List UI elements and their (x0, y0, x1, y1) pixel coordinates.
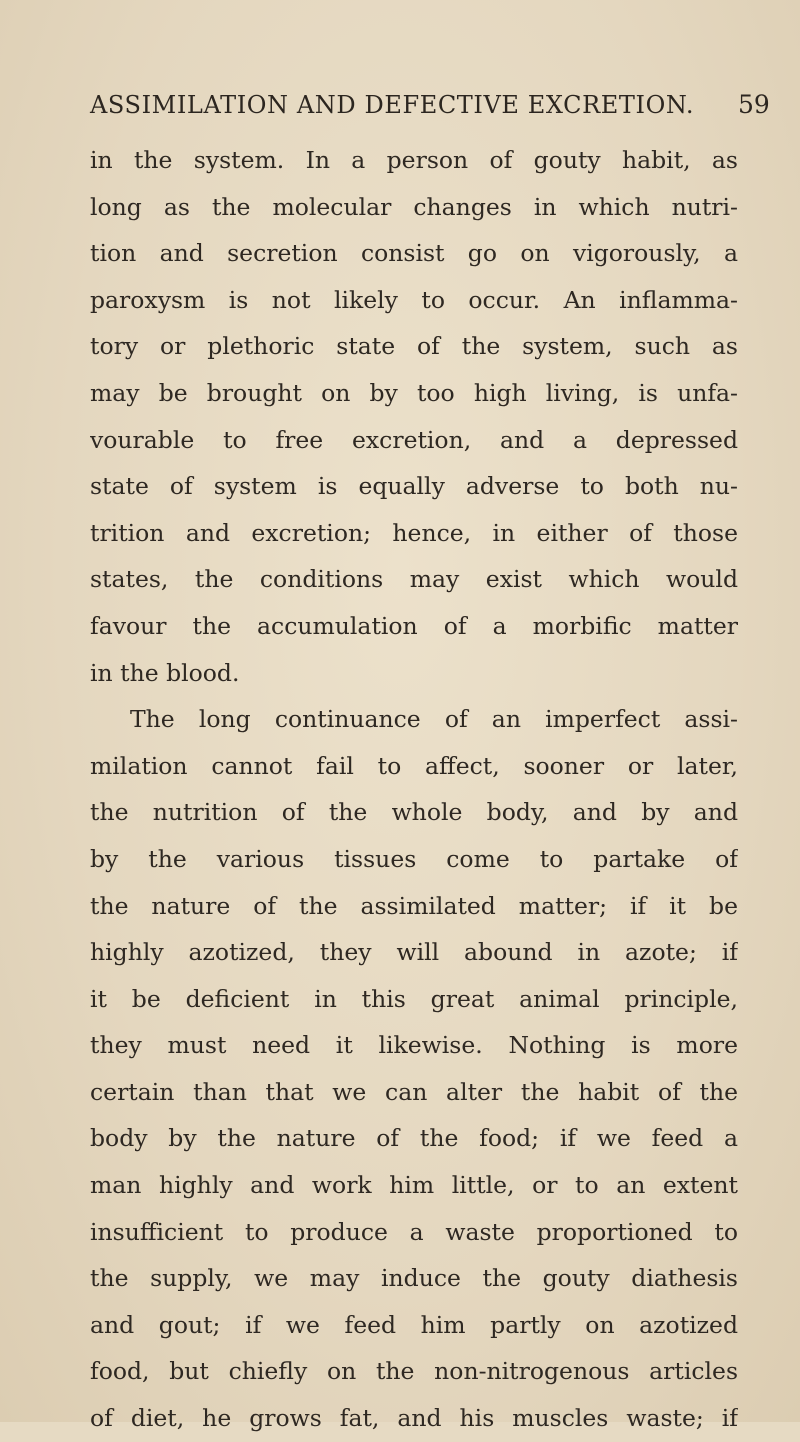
text-line: milation cannot fail to affect, sooner or later, (90, 751, 738, 780)
text-line: the nutrition of the whole body, and by and (90, 798, 738, 827)
text-line: tory or plethoric state of the system, such as (90, 332, 738, 361)
text-line: highly azotized, they will abound in azote; if (90, 938, 738, 967)
text-line: certain than that we can alter the habit of the (90, 1077, 738, 1106)
text-line: vourable to free excretion, and a depressed (90, 425, 738, 454)
text-line: body by the nature of the food; if we feed a (90, 1124, 738, 1153)
text-line: state of system is equally adverse to both nu- (90, 472, 738, 501)
text-line: trition and excretion; hence, in either of those (90, 518, 738, 547)
text-line: in the blood. (90, 658, 240, 687)
text-line: paroxysm is not likely to occur. An inflamma- (90, 285, 738, 314)
text-line: insufficient to produce a waste proportioned to (90, 1217, 738, 1246)
text-line: in the system. In a person of gouty habit, as (90, 146, 738, 174)
paragraph-2 (90, 696, 738, 1442)
text-line: long as the molecular changes in which nutri- (90, 192, 738, 221)
text-line: it be deficient in this great animal principle, (90, 984, 738, 1013)
running-head (0, 83, 800, 127)
page-number: 59 (738, 90, 770, 119)
text-line: food, but chiefly on the non-nitrogenous articles (90, 1357, 738, 1386)
text-line: states, the conditions may exist which would (90, 565, 738, 594)
text-line: man highly and work him little, or to an extent (90, 1171, 738, 1200)
body-text (90, 137, 738, 1442)
text-line: by the various tissues come to partake of (90, 844, 738, 873)
paragraph-1 (90, 137, 738, 696)
running-head-title: ASSIMILATION AND DEFECTIVE EXCRETION. (90, 91, 695, 119)
text-line: tion and secretion consist go on vigorously, a (90, 239, 738, 268)
text-line: The long continuance of an imperfect assi- (130, 705, 738, 734)
text-line: favour the accumulation of a morbific matter (90, 611, 738, 640)
text-line: and gout; if we feed him partly on azotized (90, 1310, 738, 1339)
text-line: may be brought on by too high living, is unfa- (90, 378, 738, 407)
text-line: the nature of the assimilated matter; if it be (90, 891, 738, 920)
text-line: of diet, he grows fat, and his muscles waste; if (90, 1404, 738, 1433)
text-line: they must need it likewise. Nothing is more (90, 1031, 738, 1060)
text-line: the supply, we may induce the gouty diathesis (90, 1264, 738, 1293)
